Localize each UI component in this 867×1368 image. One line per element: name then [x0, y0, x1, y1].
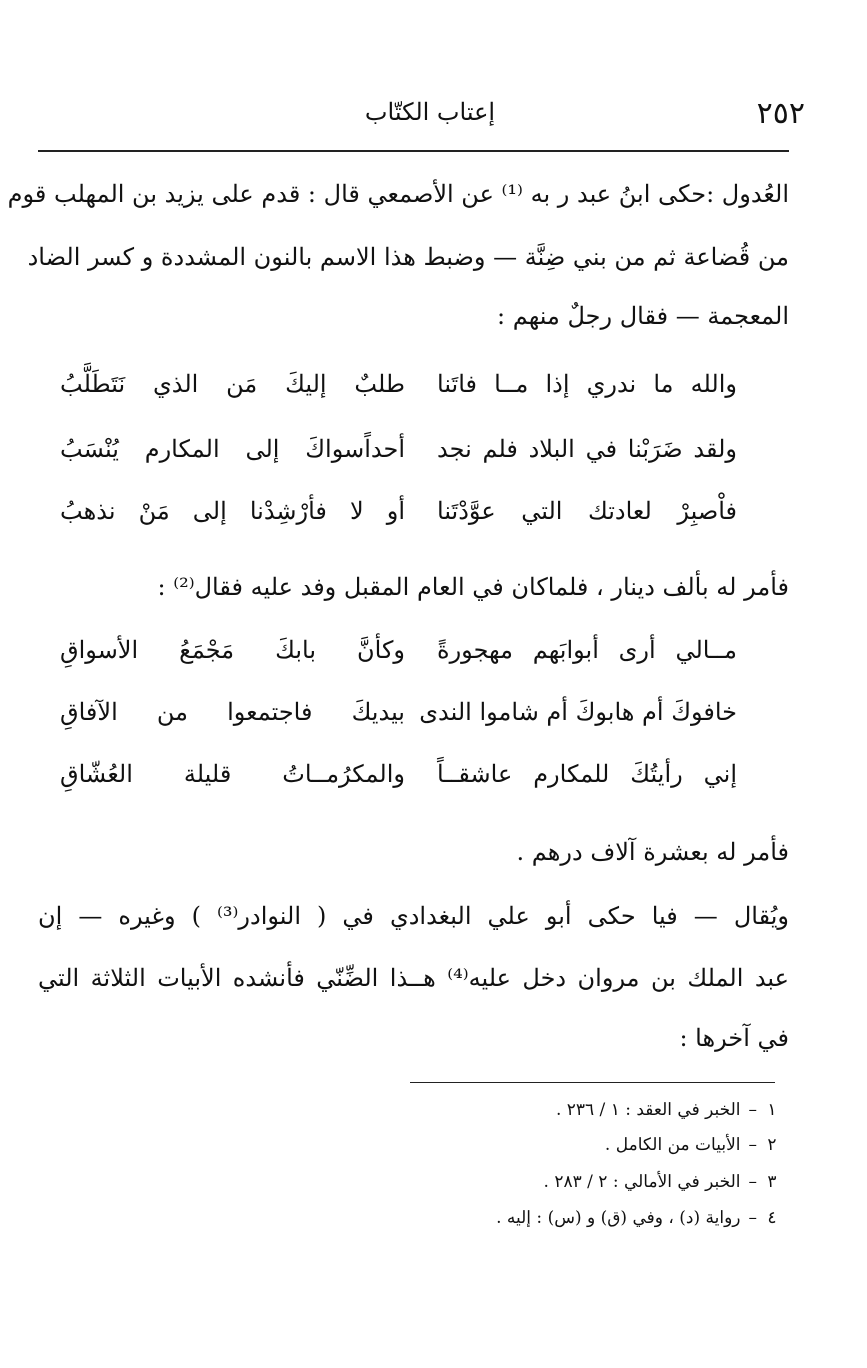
footnote-text: الخبر في الأمالي : ٢ / ٢٨٣ .	[543, 1172, 741, 1192]
after-line-4: في آخرها :	[679, 1024, 789, 1052]
footnote-text: الخبر في العقد : ١ / ٢٣٦ .	[555, 1100, 741, 1120]
footnote-number: ١	[767, 1100, 777, 1120]
after-line-1: فأمر له بعشرة آلاف درهم .	[516, 838, 789, 866]
page-number: ٢٥٢	[756, 96, 805, 131]
footnote-rule	[410, 1082, 775, 1083]
intro-line-3: المعجمة — فقال رجلٌ منهم :	[497, 302, 789, 330]
footnote-2	[605, 1135, 779, 1155]
poem1-verse-2-first-hemistich: ولقد ضَرَبْنا في البلاد فلم نجد	[437, 435, 737, 463]
footnote-1	[556, 1100, 779, 1120]
poem1-verse-3-first-hemistich: فاْصبِرْ لعادتك التي عوَّدْتَنا	[437, 497, 737, 525]
poem1-verse-2-second-hemistich: أحداًسواكَ إلى المكارم يُنْسَبُ	[60, 435, 405, 463]
after-line-3: عبد الملك بن مروان دخل عليه⁽⁴⁾ هــذا الضِّنّي فأنشده الأبيات الثلاثة التي	[38, 964, 789, 992]
footnote-dash: –	[748, 1172, 757, 1192]
footnote-3	[544, 1172, 779, 1192]
intro-line-1: العُدول :حكى ابنُ عبد ر به ⁽¹⁾ عن الأصمعي قال : قدم على يزيد بن المهلب قوم	[7, 180, 789, 208]
poem2-verse-1-first-hemistich: مــالي أرى أبوابَهم مهجورةً	[437, 636, 737, 664]
footnote-4	[496, 1208, 779, 1228]
footnote-number: ٤	[767, 1208, 777, 1228]
footnote-number: ٣	[767, 1172, 777, 1192]
header-rule	[38, 150, 789, 152]
poem2-verse-2-first-hemistich: خافوكَ أم هابوكَ أم شاموا الندى	[419, 698, 737, 726]
footnote-dash: –	[748, 1208, 757, 1228]
footnote-text: الأبيات من الكامل .	[604, 1135, 741, 1155]
after-line-2: ويُقال — فيا حكى أبو علي البغدادي في ( النوادر⁽³⁾ ) وغيره — إن	[38, 902, 790, 930]
poem2-verse-2-second-hemistich: بيديكَ فاجتمعوا من الآفاقِ	[60, 698, 405, 726]
running-title: إعتاب الكتّاب	[364, 98, 496, 126]
poem2-verse-1-second-hemistich: وكأنَّ بابكَ مَجْمَعُ الأسواقِ	[60, 636, 405, 664]
footnote-number: ٢	[767, 1135, 777, 1155]
poem1-verse-3-second-hemistich: أو لا فأرْشِدْنا إلى مَنْ نذهبُ	[60, 497, 405, 525]
mid-line: فأمر له بألف دينار ، فلماكان في العام المقبل وفد عليه فقال⁽²⁾ :	[157, 573, 789, 601]
poem1-verse-1-second-hemistich: طلبٌ إليكَ مَن الذي نَتَطَلَّبُ	[60, 370, 405, 398]
footnote-text: رواية (د) ، وفي (ق) و (س) : إليه .	[496, 1208, 741, 1228]
footnote-dash: –	[748, 1100, 757, 1120]
intro-line-2: من قُضاعة ثم من بني ضِنَّة — وضبط هذا الاسم بالنون المشددة و كسر الضاد	[27, 243, 789, 271]
poem2-verse-3-second-hemistich: والمكرُمــاتُ قليلة العُشّاقِ	[60, 760, 405, 788]
poem2-verse-3-first-hemistich: إني رأيتُكَ للمكارم عاشقــاً	[437, 760, 737, 788]
poem1-verse-1-first-hemistich: والله ما ندري إذا مــا فاتَنا	[437, 370, 737, 398]
footnote-dash: –	[748, 1135, 757, 1155]
